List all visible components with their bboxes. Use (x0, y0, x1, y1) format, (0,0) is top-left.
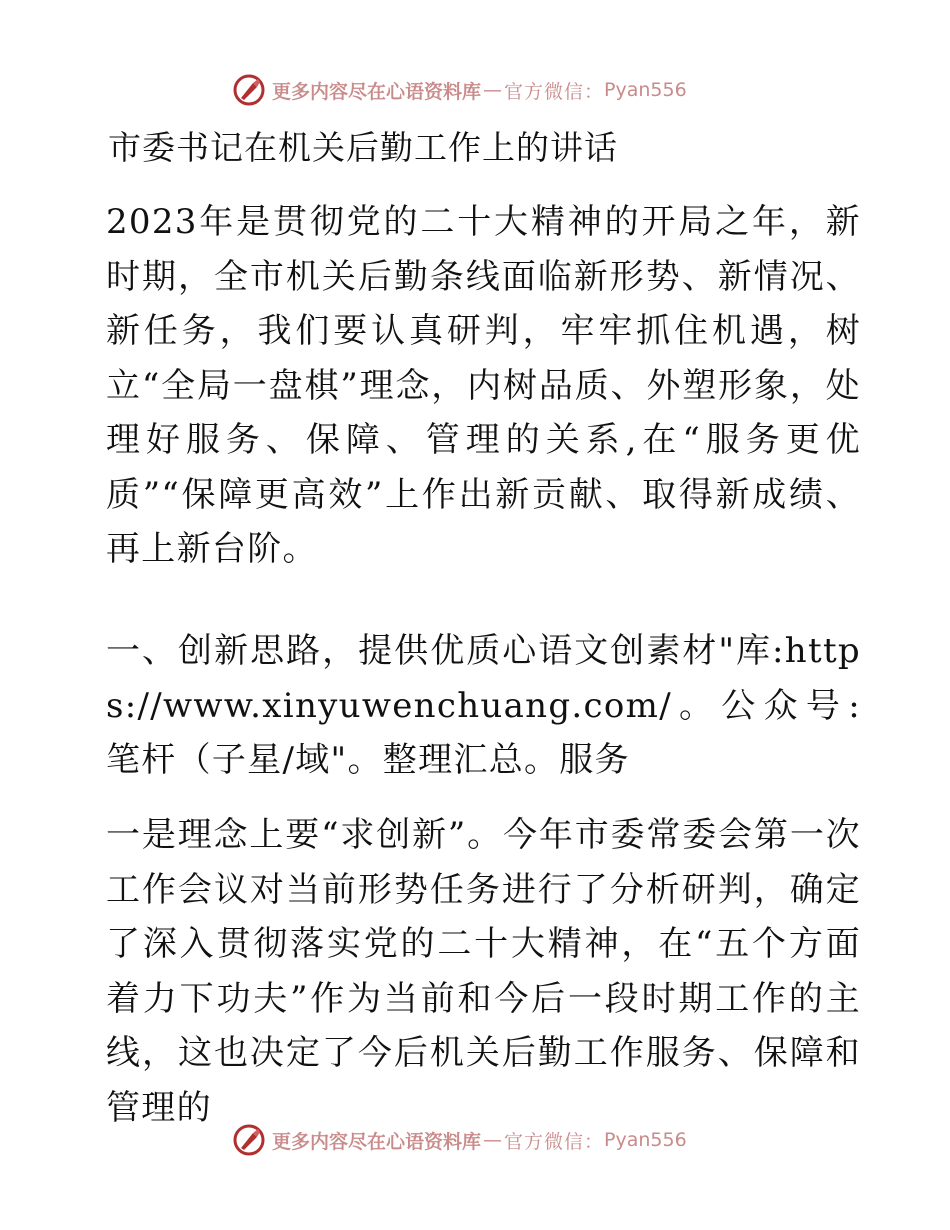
paragraph-point-one: 一是理念上要“求创新”。今年市委常委会第一次工作会议对当前形势任务进行了分析研判，确定了深入贯彻落实党的二十大精神，在“五个方面着力下功夫”作为当前和今后一段时期工作的主线，这也决定了今后机关后勤工作服务、保障和管理的 (106, 815, 861, 1128)
watermark-dash: — (483, 79, 503, 101)
watermark-wechat-id: Pyan556 (604, 79, 687, 101)
watermark-wechat-label: 官方微信： (504, 80, 605, 103)
footer-watermark-banner (232, 1120, 687, 1160)
pen-nib-logo-icon (232, 73, 266, 107)
paragraph-section-heading: 一、创新思路，提供优质心语文创素材"库:https://www.xinyuwenchuang.com/。公众号: 笔杆（子星/域"。整理汇总。服务 (106, 631, 861, 780)
pen-nib-logo-icon (232, 1123, 266, 1157)
watermark-wechat-label: 官方微信： (504, 1130, 605, 1153)
paragraph-intro: 2023年是贯彻党的二十大精神的开局之年，新时期，全市机关后勤条线面临新形势、新情况、新任务，我们要认真研判，牢牢抓住机遇，树立“全局一盘棋”理念，内树品质、外塑形象，处理好服务、保障、管理的关系,在“服务更优质”“保障更高效”上作出新贡献、取得新成绩、再上新台阶。 (106, 202, 861, 569)
watermark-site-text: 更多内容尽在心语资料库 (272, 80, 482, 103)
header-watermark-banner (232, 70, 687, 110)
watermark-site-text: 更多内容尽在心语资料库 (272, 1130, 482, 1153)
watermark-wechat-id: Pyan556 (604, 1129, 687, 1151)
document-title: 市委书记在机关后勤工作上的讲话 (108, 128, 618, 167)
watermark-dash: — (483, 1129, 503, 1151)
